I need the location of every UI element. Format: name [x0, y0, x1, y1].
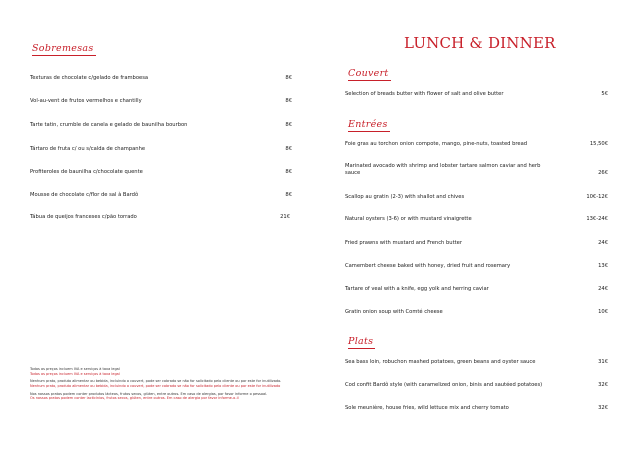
entrees-heading: Entrées — [348, 119, 388, 130]
item-price: 24€ — [598, 240, 608, 246]
list-item — [345, 163, 607, 179]
item-name: Texturas de chocolate c/gelado de framboesa — [30, 75, 149, 81]
item-name: Camembert cheese baked with honey, dried fruit and rosemary — [345, 263, 511, 269]
item-price: 15,50€ — [589, 141, 608, 147]
item-name: Scallop au gratin (2-3) with shallot and chives — [345, 194, 465, 200]
item-price: 31€ — [598, 359, 608, 365]
item-name: Fried prawns with mustard and French butter — [345, 240, 462, 246]
item-name: Tarte tatin, crumble de canela e gelado de baunilha bourbon — [30, 122, 188, 128]
item-name: Vol-au-vent de frutos vermelhos e chantilly — [30, 98, 142, 104]
footnote-text-translation: Todos os preços incluem IVA e serviços à taxa legal — [30, 371, 120, 376]
page-title: LUNCH & DINNER — [404, 34, 556, 52]
sobremesas-heading: Sobremesas — [32, 43, 94, 54]
item-price: 10€-12€ — [586, 194, 608, 200]
item-price: 32€ — [598, 382, 608, 388]
item-price: 13€-24€ — [586, 216, 608, 222]
item-price: 13€ — [598, 263, 608, 269]
item-name: Mousse de chocolate c/flor de sal à Bardô — [30, 192, 139, 198]
couvert-heading: Couvert — [348, 68, 389, 79]
item-price: 8€ — [285, 192, 292, 198]
footnote-block-2 — [30, 379, 300, 388]
item-price: 8€ — [285, 169, 292, 175]
item-name: Natural oysters (3-6) or with mustard vinaigrette — [345, 216, 472, 222]
item-name: Sea bass loin, robuchon mashed potatoes, green beans and oyster sauce — [345, 359, 536, 365]
item-price: 8€ — [285, 146, 292, 152]
item-price: 8€ — [285, 75, 292, 81]
item-price: 8€ — [285, 98, 292, 104]
item-name: Selection of breads butter with flower of salt and olive butter — [345, 91, 504, 97]
item-name: Gratin onion soup with Comté cheese — [345, 309, 443, 315]
item-name: Cod confit Bardô style (with caramelized onion, binis and sautéed potatoes) — [345, 382, 543, 388]
footnote-text-translation: Os nossos pratos podem conter lacticínios, frutos secos, glúten, entre outros. Em caso de alergia por favor informe-o-il — [30, 396, 239, 401]
item-price: 26€ — [598, 170, 608, 176]
footnotes — [30, 367, 300, 404]
item-price: 32€ — [598, 405, 608, 411]
item-name: Sole meunière, house fries, wild lettuce mix and cherry tomato — [345, 405, 509, 411]
item-name: Tártaro de fruta c/ ou s/calda de champanhe — [30, 146, 146, 152]
footnote-block-1 — [30, 367, 300, 376]
item-price: 24€ — [598, 286, 608, 292]
footnote-block-3 — [30, 392, 300, 401]
footnote-text-translation: Nenhum prato, produto alimentar ou bebida, incluindo o couvert, pode ser cobrado se não for solicitado pelo cliente ou por este for inutilizado — [30, 383, 281, 388]
item-name: Foie gras au torchon onion compote, mango, pine-nuts, toasted bread — [345, 141, 528, 147]
item-price: 8€ — [285, 122, 292, 128]
item-name: Profiteroles de baunilha c/chocolate quente — [30, 169, 143, 175]
item-name: Tábua de queijos franceses c/pão torrado — [30, 214, 137, 220]
footnote-text: Nos nossos pratos podem conter produtos lácteos, frutos secos, glúten, entre outros. Em caso de alergias, por favor informe o pessoal. — [30, 391, 268, 396]
footnote-text: Todos os preços incluem IVA e serviços à taxa legal — [30, 367, 120, 371]
item-price: 5€ — [601, 91, 608, 97]
item-price: 21€ — [280, 214, 290, 220]
item-price: 10€ — [598, 309, 608, 315]
item-name: Tartare of veal with a knife, egg yolk and herring caviar — [345, 286, 489, 292]
item-name: Marinated avocado with shrimp and lobster tartare salmon caviar and herb sauce — [345, 163, 541, 176]
footnote-text: Nenhum prato, produto alimentar ou bebida, incluindo o couvert, pode ser cobrado se não for solicitado pelo cliente ou por este for inutilizado. — [30, 379, 282, 384]
plats-heading: Plats — [348, 336, 374, 347]
